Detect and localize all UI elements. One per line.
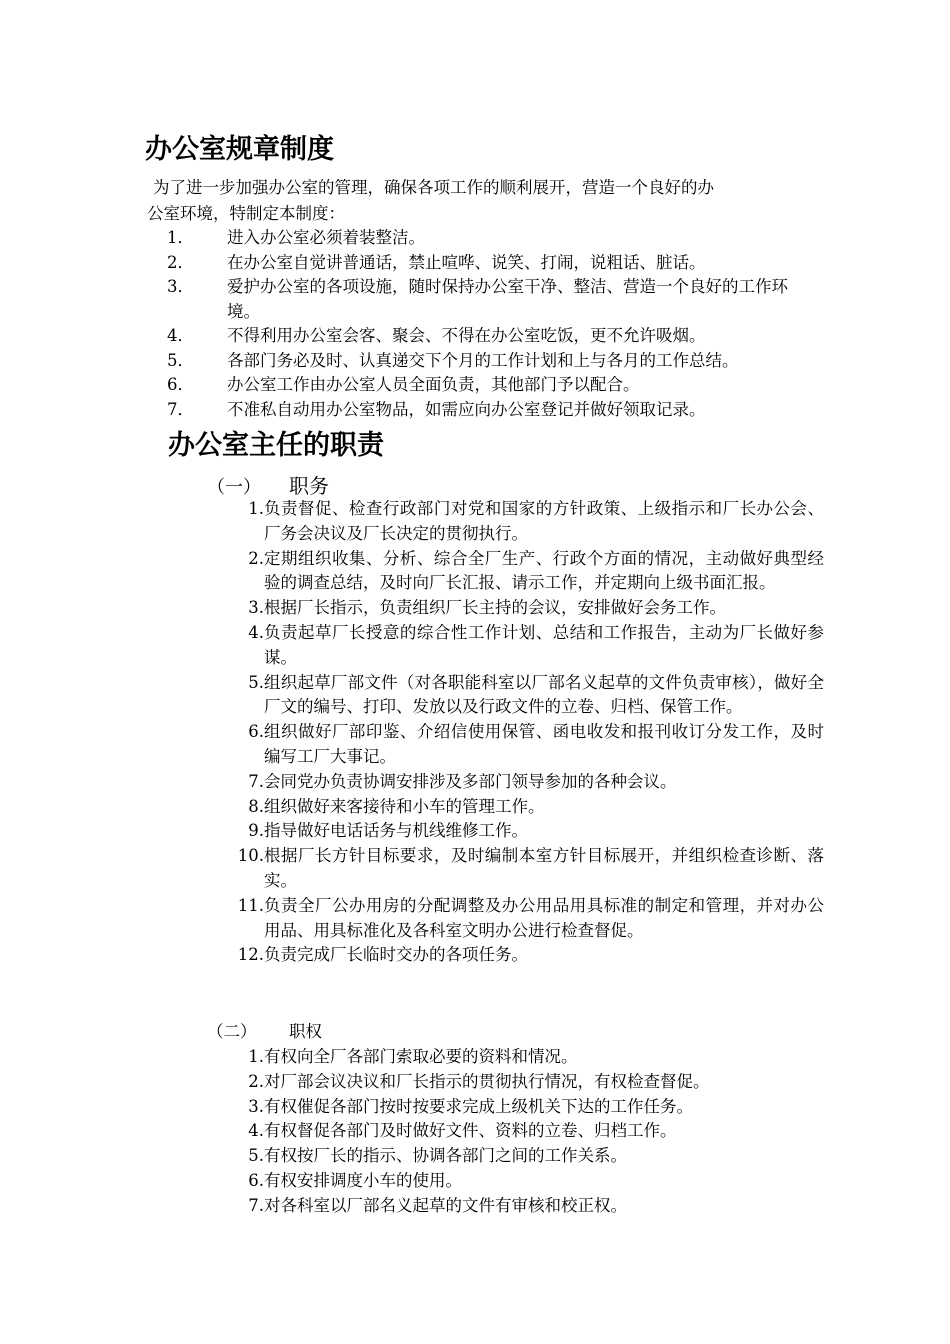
rule-text: 爱护办公室的各项设施，随时保持办公室干净、整洁、营造一个良好的工作环境。 [227, 277, 788, 321]
rule-item [147, 373, 827, 398]
item-text: 定期组织收集、分析、综合全厂生产、行政个方面的情况，主动做好典型经验的调查总结，及时向厂长汇报、请示工作，并定期向上级书面汇报。 [264, 548, 824, 593]
rule-item [147, 275, 827, 324]
intro-paragraph [147, 175, 812, 227]
item-number: 5. [248, 672, 264, 692]
authority-list [230, 1045, 830, 1219]
item-number: 10. [237, 846, 264, 866]
intro-line-1: 为了进一步加强办公室的管理，确保各项工作的顺利展开，营造一个良好的办 [153, 178, 714, 197]
list-item [230, 1144, 830, 1169]
rule-text: 进入办公室必须着装整洁。 [227, 228, 425, 247]
list-item [230, 1169, 830, 1194]
item-number: 5. [248, 1146, 264, 1166]
item-text: 有权向全厂各部门索取必要的资料和情况。 [264, 1047, 578, 1066]
item-text: 组织起草厂部文件（对各职能科室以厂部名义起草的文件负责审核），做好全厂文的编号、打印、发放以及行政文件的立卷、归档、保管工作。 [264, 672, 824, 717]
section-label: 职务 [289, 474, 329, 498]
item-text: 负责全厂公办用房的分配调整及办公用品用具标准的制定和管理，并对办公用品、用具标准化及各科室文明办公进行检查督促。 [264, 895, 824, 940]
title-director-duties: 办公室主任的职责 [168, 430, 384, 461]
list-item [230, 795, 830, 820]
item-number: 4. [248, 1121, 264, 1141]
item-number: 1. [248, 1047, 264, 1066]
list-item [230, 770, 830, 795]
rule-number: 3． [167, 277, 194, 296]
item-text: 有权催促各部门按时按要求完成上级机关下达的工作任务。 [264, 1096, 693, 1116]
item-number: 2. [248, 548, 264, 568]
item-number: 7. [248, 771, 264, 791]
rule-text: 不准私自动用办公室物品，如需应向办公室登记并做好领取记录。 [227, 399, 706, 419]
item-text: 有权督促各部门及时做好文件、资料的立卷、归档工作。 [264, 1121, 677, 1141]
rule-number: 4． [167, 326, 194, 345]
list-item [230, 1194, 830, 1219]
item-text: 有权安排调度小车的使用。 [264, 1170, 462, 1190]
rule-text: 各部门务必及时、认真递交下个月的工作计划和上与各月的工作总结。 [227, 350, 739, 370]
list-item [230, 1045, 830, 1070]
item-text: 组织做好来客接待和小车的管理工作。 [264, 796, 545, 816]
item-text: 负责起草厂长授意的综合性工作计划、总结和工作报告，主动为厂长做好参谋。 [264, 622, 824, 667]
item-number: 1. [248, 499, 264, 518]
item-text: 对各科室以厂部名义起草的文件有审核和校正权。 [264, 1195, 627, 1215]
list-item [230, 1070, 830, 1095]
section-number: （二） [207, 1022, 257, 1041]
item-number: 9. [248, 821, 264, 841]
rule-item [147, 251, 827, 276]
item-text: 有权按厂长的指示、协调各部门之间的工作关系。 [264, 1146, 627, 1166]
item-number: 11. [237, 895, 264, 915]
item-text: 会同党办负责协调安排涉及多部门领导参加的各种会议。 [264, 771, 677, 791]
rule-number: 6． [167, 375, 194, 394]
rule-number: 7． [167, 399, 194, 419]
section-heading-authority [207, 1020, 322, 1044]
list-item [230, 621, 830, 671]
rule-number: 2． [167, 252, 194, 272]
title-office-rules: 办公室规章制度 [145, 134, 334, 165]
list-item [230, 1119, 830, 1144]
item-number: 12. [237, 945, 264, 965]
list-item [230, 1095, 830, 1120]
item-number: 8. [248, 796, 264, 816]
list-item [230, 497, 830, 547]
rule-text: 不得利用办公室会客、聚会、不得在办公室吃饭，更不允许吸烟。 [227, 326, 706, 345]
rule-number: 5． [167, 350, 194, 370]
list-item [230, 844, 830, 894]
item-number: 2. [248, 1071, 264, 1091]
item-text: 根据厂长方针目标要求，及时编制本室方针目标展开，并组织检查诊断、落实。 [264, 846, 824, 890]
item-text: 负责完成厂长临时交办的各项任务。 [264, 945, 528, 965]
rule-number: 1． [167, 228, 194, 247]
item-text: 负责督促、检查行政部门对党和国家的方针政策、上级指示和厂长办公会、厂务会决议及厂长决定的贯彻执行。 [264, 499, 824, 543]
list-item [230, 943, 830, 968]
rule-item [147, 324, 827, 349]
item-text: 组织做好厂部印鉴、介绍信使用保管、函电收发和报刊收订分发工作，及时编写工厂大事记。 [264, 722, 824, 766]
intro-line-2: 公室环境，特制定本制度： [147, 204, 345, 223]
rules-list [147, 226, 827, 422]
item-number: 4. [248, 622, 264, 642]
item-text: 指导做好电话话务与机线维修工作。 [264, 821, 528, 841]
list-item [230, 819, 830, 844]
item-text: 对厂部会议决议和厂长指示的贯彻执行情况，有权检查督促。 [264, 1071, 710, 1091]
section-label: 职权 [289, 1022, 322, 1041]
duties-list [230, 497, 830, 968]
list-item [230, 720, 830, 770]
item-number: 7. [248, 1195, 264, 1215]
list-item [230, 894, 830, 944]
item-number: 3. [248, 1096, 264, 1116]
rule-text: 办公室工作由办公室人员全面负责，其他部门予以配合。 [227, 375, 640, 394]
rule-item [147, 349, 827, 374]
rule-text: 在办公室自觉讲普通话，禁止喧哗、说笑、打闹，说粗话、脏话。 [227, 252, 706, 272]
rule-item [147, 226, 827, 251]
list-item [230, 596, 830, 621]
item-text: 根据厂长指示，负责组织厂长主持的会议，安排做好会务工作。 [264, 598, 726, 618]
section-number: （一） [207, 477, 261, 498]
item-number: 3. [248, 598, 264, 618]
list-item [230, 547, 830, 597]
item-number: 6. [248, 1170, 264, 1190]
rule-item [147, 398, 827, 423]
item-number: 6. [248, 722, 264, 742]
list-item [230, 671, 830, 721]
